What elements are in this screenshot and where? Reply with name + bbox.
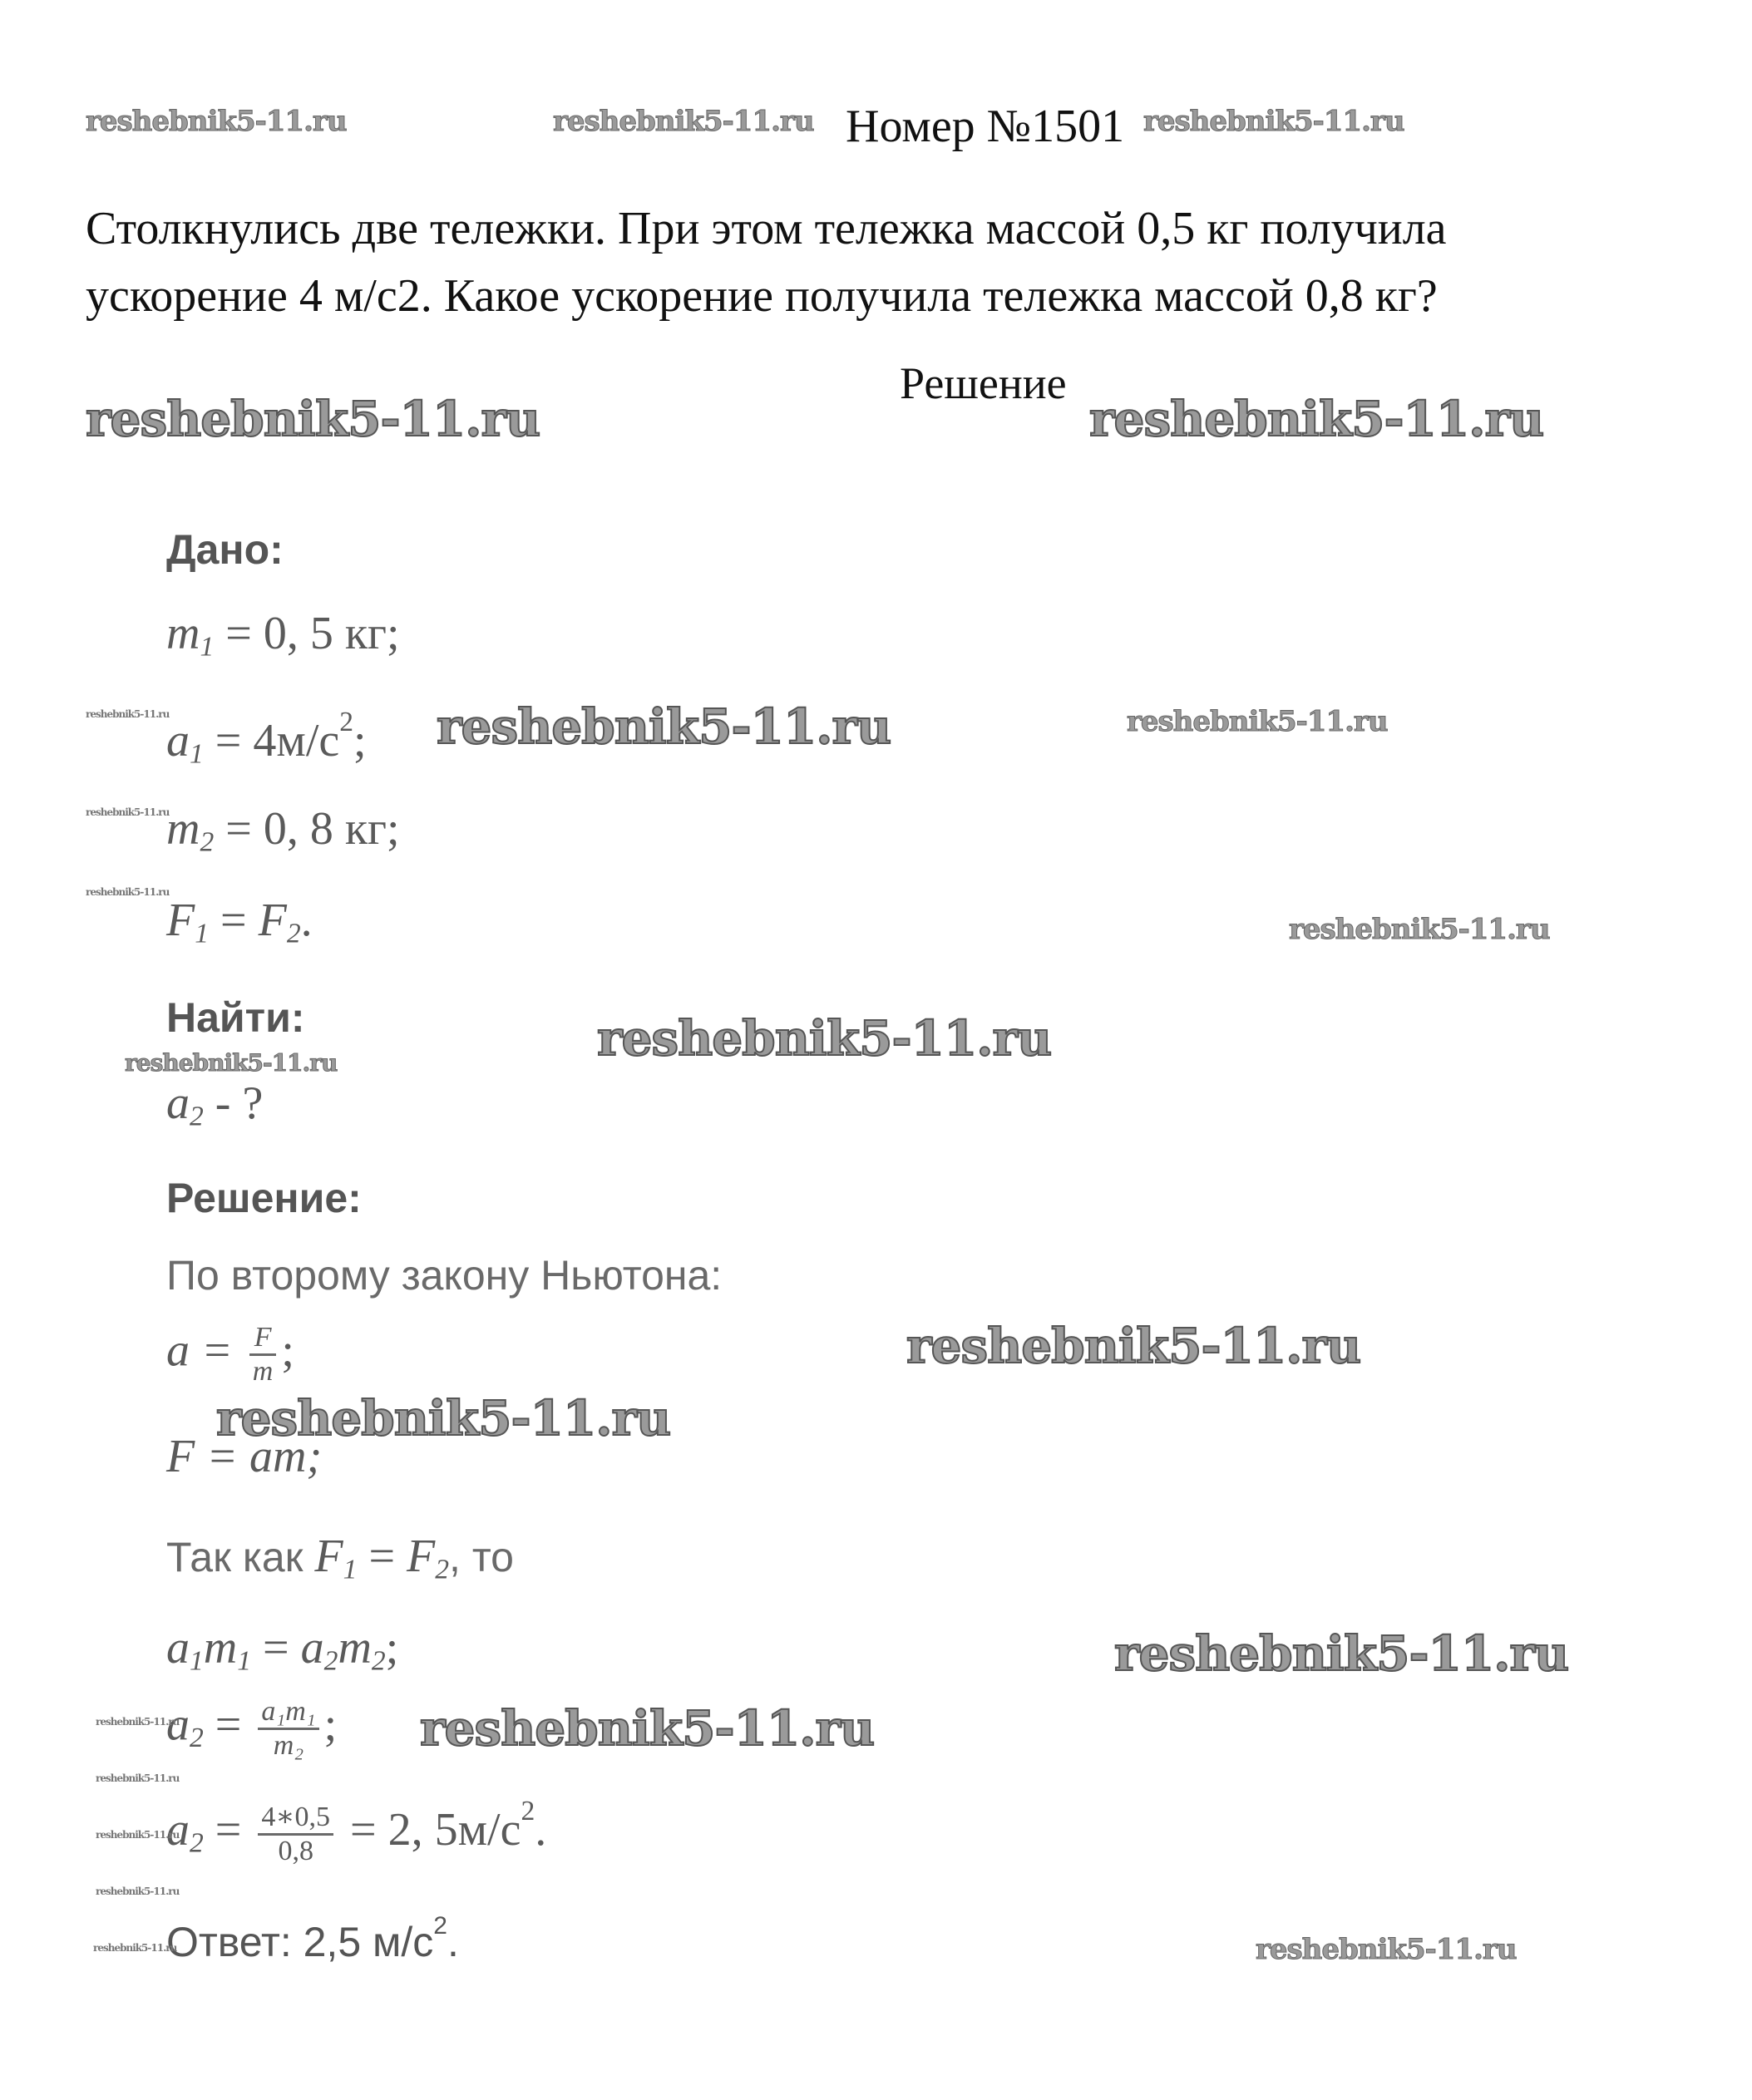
watermark: reshebnik5-11.ru [1114,1625,1569,1682]
equation-f-am: F = am; [166,1431,323,1482]
find-label: Найти: [166,994,305,1041]
watermark: reshebnik5-11.ru [86,886,170,898]
given-forces: $F_1 = F_2$. [166,895,313,949]
answer: Ответ: 2,5 $м/с^2$. [166,1912,459,1965]
problem-line-2: ускорение 4 м/с2. Какое ускорение получила тележка массой 0,8 кг? [86,270,1438,322]
watermark: reshebnik5-11.ru [96,1772,180,1784]
watermark: reshebnik5-11.ru [906,1318,1361,1374]
problem-line-1: Столкнулись две тележки. При этом тележка массой 0,5 кг получила [86,203,1447,254]
watermark: reshebnik5-11.ru [1143,105,1404,138]
watermark: reshebnik5-11.ru [86,391,540,447]
watermark: reshebnik5-11.ru [216,1390,671,1447]
watermark: reshebnik5-11.ru [96,1829,180,1841]
watermark: reshebnik5-11.ru [597,1010,1052,1067]
watermark: reshebnik5-11.ru [553,105,814,138]
newton-law-text: По второму закону Ньютона: [166,1252,723,1299]
watermark: reshebnik5-11.ru [1089,391,1544,447]
watermark: reshebnik5-11.ru [93,1942,177,1954]
work-label: Решение: [166,1175,362,1221]
since-forces-equal: Так как $F_1 = F_2$, то [166,1531,514,1585]
equation-momentum: $a_1m_1 = a_2m_2$; [166,1622,399,1677]
given-label: Дано: [166,526,284,573]
find-a2: $a_2$ - ? [166,1077,264,1132]
solution-heading: Решение [900,358,1067,408]
page-title: Номер №1501 [846,101,1125,152]
watermark: reshebnik5-11.ru [86,105,347,138]
watermark: reshebnik5-11.ru [437,698,891,755]
problem-statement [86,195,1666,330]
watermark: reshebnik5-11.ru [96,1716,180,1728]
watermark: reshebnik5-11.ru [420,1700,875,1757]
given-a1: $a_1 = 4м/с^2$; [166,707,367,770]
equation-a-f-over-m: a = $\frac{F}{m}$ ; [166,1322,294,1387]
equation-a2-formula: $a_2$ = $\frac{\text{a₁m₁}}{\text{m₂}}$ ; [166,1696,338,1761]
watermark: reshebnik5-11.ru [1256,1933,1517,1966]
watermark: reshebnik5-11.ru [125,1049,338,1077]
equation-a2-result: $a_2$ = $\frac{4∗0,5}{0,8}$ = 2, $5м/с^2$. [166,1796,547,1866]
watermark: reshebnik5-11.ru [96,1886,180,1897]
watermark: reshebnik5-11.ru [86,708,170,720]
given-m1: $m_1 = 0$, 5 кг; [166,608,400,663]
watermark: reshebnik5-11.ru [1127,705,1388,738]
watermark: reshebnik5-11.ru [1289,913,1550,946]
watermark: reshebnik5-11.ru [86,806,170,818]
given-m2: $m_2 = 0$, 8 кг; [166,803,400,858]
